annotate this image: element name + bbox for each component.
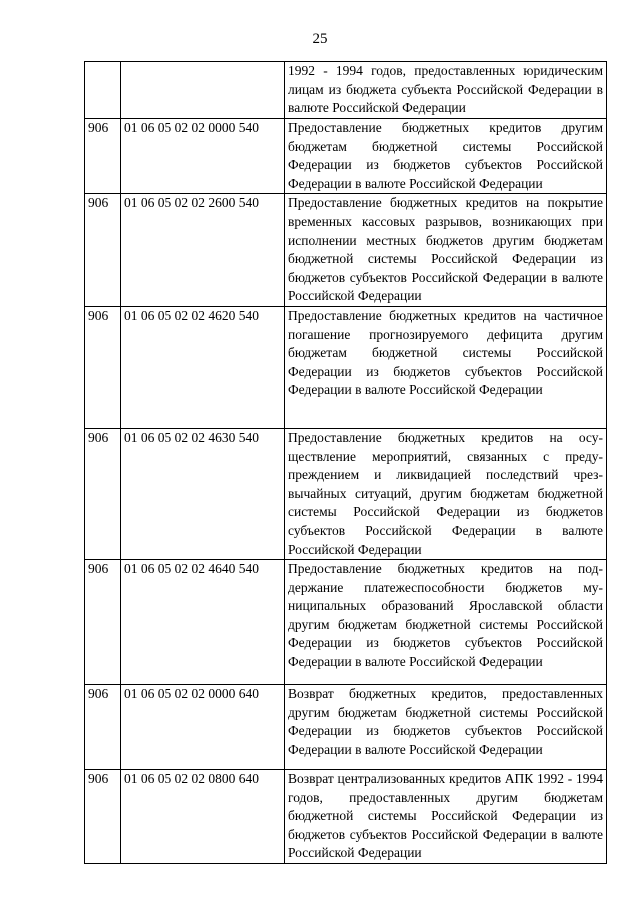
admin-code-cell: 906 bbox=[85, 306, 121, 428]
table-row bbox=[85, 770, 607, 864]
admin-code-cell bbox=[85, 62, 121, 119]
classification-code-cell bbox=[121, 62, 285, 119]
table-row bbox=[85, 428, 607, 559]
table-row bbox=[85, 62, 607, 119]
table-row bbox=[85, 685, 607, 770]
source-name-cell: Предоставление бюджетных кредитов на частичное погашение прогнозируемого дефицита другим бюджетам бюджетной системы Российской Федерации из бюджетов субъектов Российской Федерации в валюте Российской Федерации bbox=[285, 306, 607, 428]
classification-code-cell: 01 06 05 02 02 4620 540 bbox=[121, 306, 285, 428]
table-row bbox=[85, 194, 607, 307]
source-name-cell: Возврат централизованных кредитов АПК 1992 - 1994 годов, предоставленных другим бюджетам бюджетной системы Российской Федерации из бюджетов субъектов Российской Федерации в валюте Российской Федерации bbox=[285, 770, 607, 864]
source-name-cell: Предоставление бюджетных кредитов на покрытие временных кассовых разрывов, возникающих при исполнении местных бюджетов другим бюджетам бюджетной системы Российской Федерации из бюджетов субъектов Российской Федерации в валюте Российской Федерации bbox=[285, 194, 607, 307]
admin-code-cell: 906 bbox=[85, 685, 121, 770]
admin-code-cell: 906 bbox=[85, 194, 121, 307]
admin-code-cell: 906 bbox=[85, 560, 121, 685]
table-row bbox=[85, 560, 607, 685]
admin-code-cell: 906 bbox=[85, 428, 121, 559]
classification-code-cell: 01 06 05 02 02 4630 540 bbox=[121, 428, 285, 559]
source-name-cell: Предоставление бюджетных кредитов на осуществление мероприятий, связанных с предупреждением и ликвидацией последствий чрезвычайных ситуаций, другим бюджетам бюджетной системы Российской Федерации из бюджетов субъектов Российской Федерации в валюте Российской Федерации bbox=[285, 428, 607, 559]
classification-code-cell: 01 06 05 02 02 0000 540 bbox=[121, 119, 285, 194]
classification-code-cell: 01 06 05 02 02 4640 540 bbox=[121, 560, 285, 685]
source-name-cell: Предоставление бюджетных кредитов другим бюджетам бюджетной системы Российской Федерации из бюджетов субъектов Российской Федерации в валюте Российской Федерации bbox=[285, 119, 607, 194]
table-row bbox=[85, 306, 607, 428]
table-row bbox=[85, 119, 607, 194]
classification-code-cell: 01 06 05 02 02 0800 640 bbox=[121, 770, 285, 864]
page-number: 25 bbox=[312, 31, 328, 47]
budget-classification-table bbox=[84, 61, 607, 864]
source-name-cell: Возврат бюджетных кредитов, предоставленных другим бюджетам бюджетной системы Российской Федерации из бюджетов субъектов Российской Федерации в валюте Российской Федерации bbox=[285, 685, 607, 770]
admin-code-cell: 906 bbox=[85, 770, 121, 864]
classification-code-cell: 01 06 05 02 02 2600 540 bbox=[121, 194, 285, 307]
admin-code-cell: 906 bbox=[85, 119, 121, 194]
classification-code-cell: 01 06 05 02 02 0000 640 bbox=[121, 685, 285, 770]
source-name-cell: 1992 - 1994 годов, предоставленных юридическим лицам из бюджета субъекта Российской Федерации в валюте Российской Федерации bbox=[285, 62, 607, 119]
source-name-cell: Предоставление бюджетных кредитов на поддержание платежеспособности бюджетов муниципальных образований Ярославской области другим бюджетам бюджетной системы Российской Федерации из бюджетов субъектов Российской Федерации в валюте Российской Федерации bbox=[285, 560, 607, 685]
